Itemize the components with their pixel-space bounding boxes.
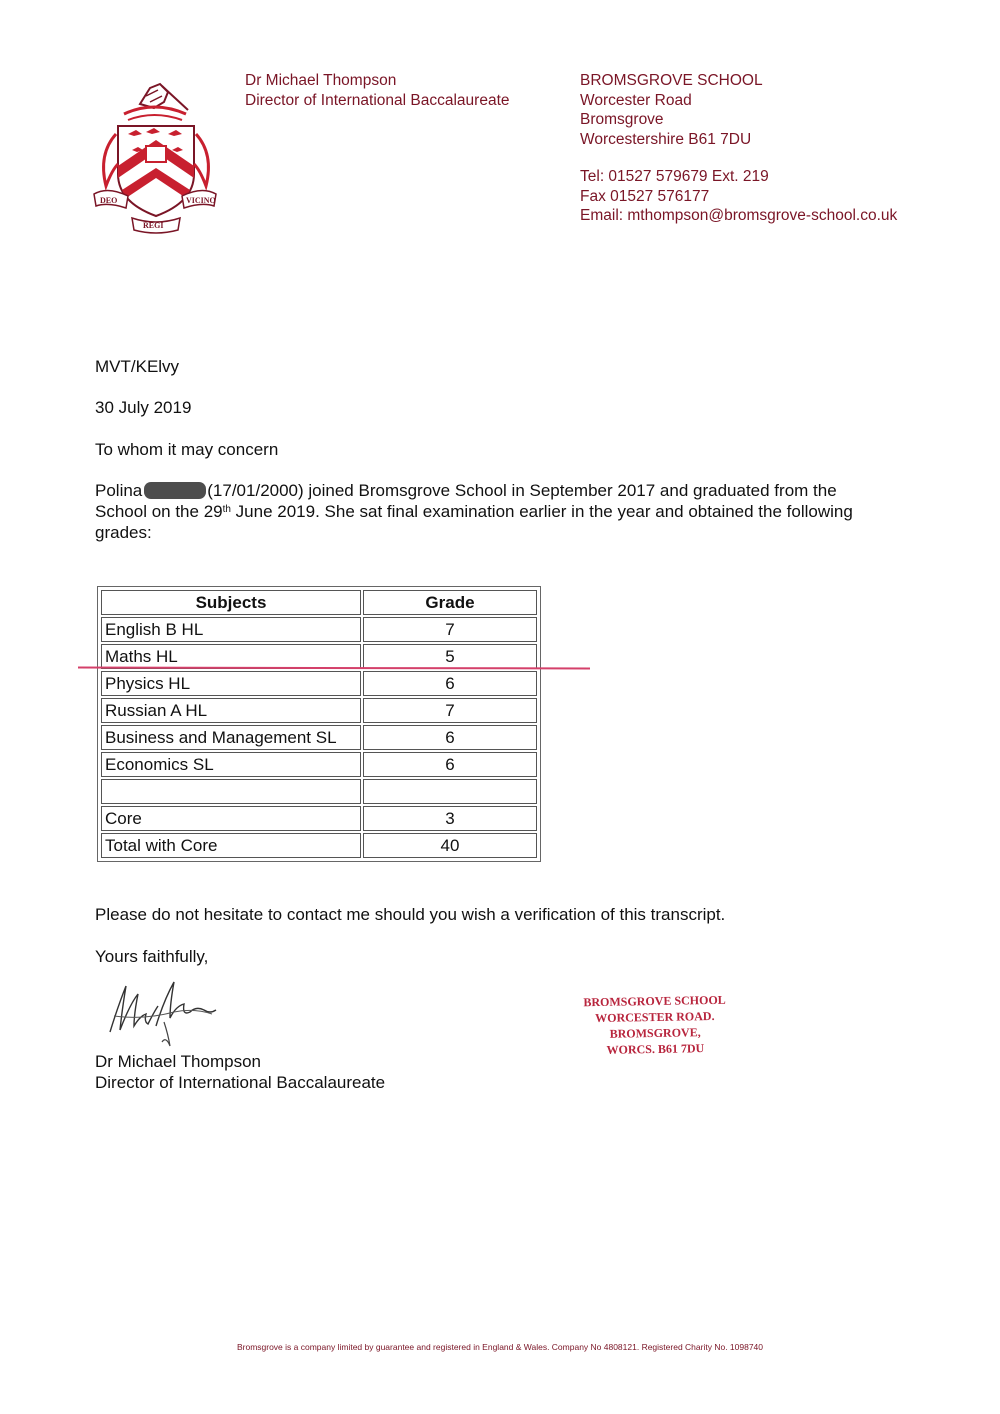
subject-cell: Total with Core — [101, 833, 361, 858]
telephone: Tel: 01527 579679 Ext. 219 — [580, 168, 769, 185]
closing-sentence: Please do not hesitate to contact me should you wish a verification of this transcript. — [95, 905, 726, 924]
table-row — [101, 725, 537, 750]
column-header-grade: Grade — [363, 590, 537, 615]
crest-icon — [88, 74, 223, 239]
address-line: Bromsgrove — [580, 111, 664, 128]
stamp-line: BROMSGROVE, — [609, 1025, 701, 1041]
signature-icon — [104, 976, 224, 1048]
intro-paragraph — [95, 480, 915, 543]
signer-block — [95, 1051, 385, 1093]
salutation: To whom it may concern — [95, 440, 279, 459]
grade-cell: 5 — [363, 644, 537, 669]
sender-name: Dr Michael Thompson — [245, 72, 397, 89]
table-row — [101, 644, 537, 669]
redacted-surname — [144, 482, 206, 499]
stamp-line: WORCS. B61 7DU — [606, 1041, 705, 1057]
intro-text: grades: — [95, 523, 152, 542]
table-row — [101, 806, 537, 831]
stamp-line: WORCESTER ROAD. — [595, 1008, 715, 1026]
school-address-block — [580, 71, 897, 226]
address-line: Worcestershire B61 7DU — [580, 130, 752, 148]
grade-cell: 6 — [363, 671, 537, 696]
subject-cell: English B HL — [101, 617, 361, 642]
letter-date: 30 July 2019 — [95, 398, 192, 417]
fax: Fax 01527 576177 — [580, 187, 710, 205]
signer-title: Director of International Baccalaureate — [95, 1073, 386, 1092]
sender-title: Director of International Baccalaureate — [245, 91, 510, 109]
subject-cell: Russian A HL — [101, 698, 361, 723]
grade-cell: 40 — [363, 833, 537, 858]
school-crest-logo — [88, 74, 223, 239]
handwritten-signature — [104, 976, 224, 1048]
subject-cell — [101, 779, 361, 804]
address-line: Worcester Road — [580, 91, 692, 109]
subject-cell: Business and Management SL — [101, 725, 361, 750]
footer-legal-text: Bromsgrove is a company limited by guarantee and registered in England & Wales. Company No 4808121. Registered Charity No. 1098740 — [236, 1342, 764, 1352]
table-row — [101, 752, 537, 777]
student-first-name: Polina — [95, 481, 143, 500]
email: Email: mthompson@bromsgrove-school.co.uk — [580, 207, 898, 224]
grade-cell: 7 — [363, 698, 537, 723]
ordinal-suffix: th — [222, 504, 231, 515]
signer-name: Dr Michael Thompson — [95, 1052, 261, 1071]
column-header-subjects: Subjects — [101, 590, 361, 615]
crest-motto-right: VICINO — [186, 196, 216, 205]
table-row — [101, 671, 537, 696]
table-row-empty — [101, 779, 537, 804]
intro-text: June 2019. She sat final examination earlier in the year and obtained the following — [230, 502, 853, 521]
crest-motto-left: DEO — [100, 196, 118, 205]
grade-cell: 7 — [363, 617, 537, 642]
table-row — [101, 617, 537, 642]
intro-text: (17/01/2000) joined Bromsgrove School in September 2017 and graduated from the — [207, 481, 837, 500]
subject-cell: Economics SL — [101, 752, 361, 777]
crest-motto-bottom: REGI — [143, 221, 164, 230]
sender-block — [245, 71, 510, 110]
sign-off: Yours faithfully, — [95, 947, 209, 966]
school-stamp — [579, 992, 730, 1059]
grade-cell — [363, 779, 537, 804]
school-name: BROMSGROVE SCHOOL — [580, 72, 763, 89]
grade-cell: 6 — [363, 725, 537, 750]
stamp-line: BROMSGROVE SCHOOL — [583, 992, 726, 1010]
grade-cell: 6 — [363, 752, 537, 777]
subject-cell: Maths HL — [101, 644, 361, 669]
grades-table — [97, 586, 541, 862]
table-header-row — [101, 590, 537, 615]
intro-text: School on the 29 — [95, 502, 223, 521]
subject-cell: Core — [101, 806, 361, 831]
table-row-total — [101, 833, 537, 858]
table-row — [101, 698, 537, 723]
reference-code: MVT/KElvy — [95, 357, 180, 376]
grade-cell: 3 — [363, 806, 537, 831]
subject-cell: Physics HL — [101, 671, 361, 696]
